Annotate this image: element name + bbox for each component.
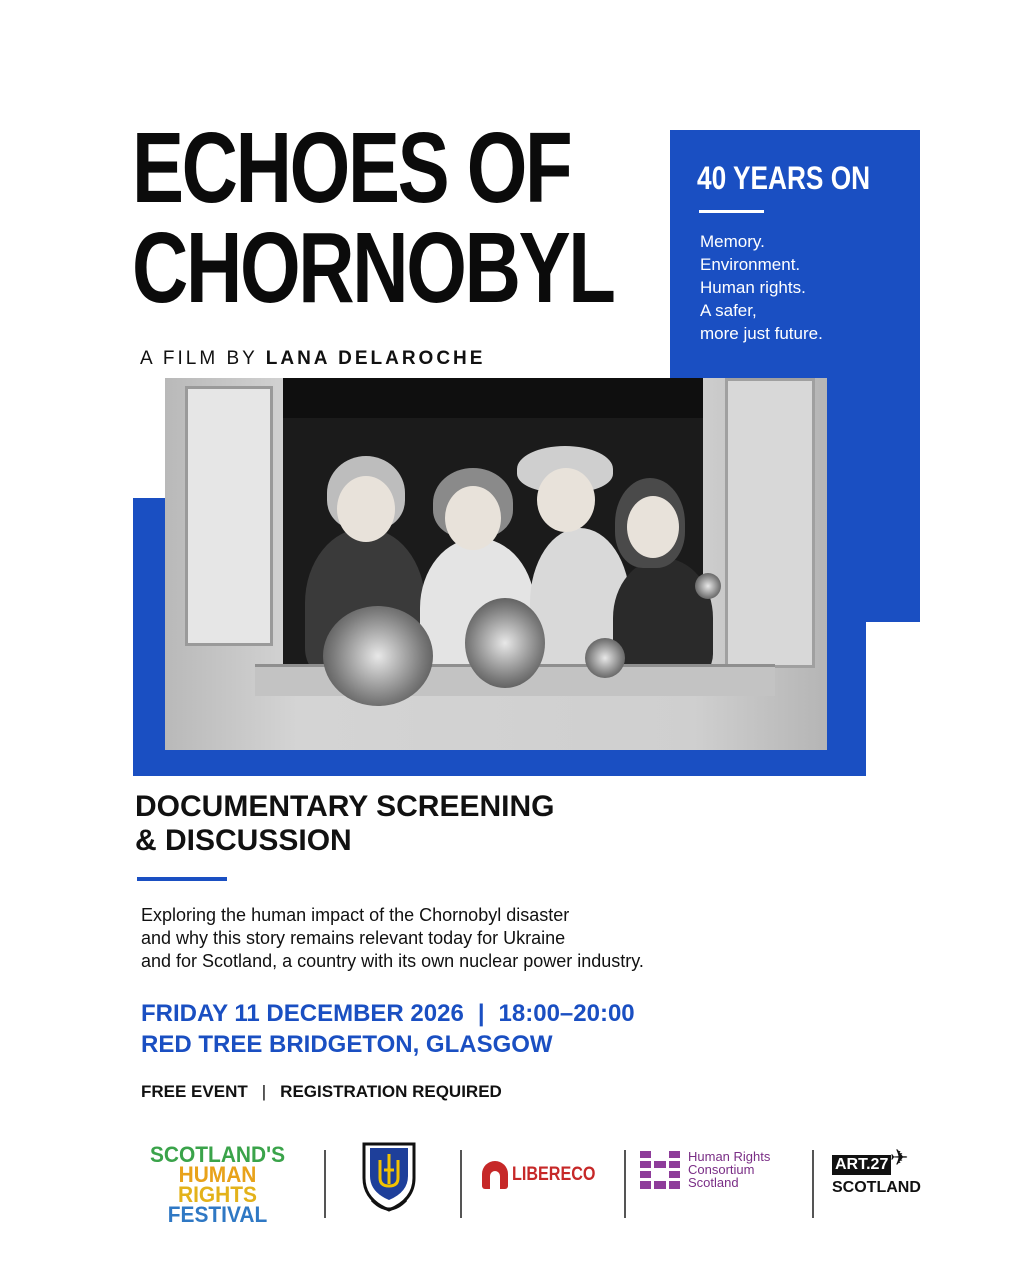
archival-photo <box>165 378 827 750</box>
subtitle-divider <box>137 877 227 881</box>
value-item: Environment. <box>700 255 801 274</box>
hrcs-logo: Human Rights Consortium Scotland <box>640 1150 770 1189</box>
shrf-logo: SCOTLAND'S HUMAN RIGHTS FESTIVAL <box>149 1142 286 1227</box>
description-line: Exploring the human impact of the Chornobyl disaster <box>141 905 570 925</box>
art27-logo: ART.27 SCOTLAND ✈ <box>832 1145 921 1196</box>
event-subtitle <box>135 790 554 858</box>
description-line: and for Scotland, a country with its own nuclear power industry. <box>141 951 644 971</box>
title-line-2: CHORNOBYL <box>132 212 614 324</box>
subtitle-line-2: & DISCUSSION <box>135 824 352 857</box>
event-details <box>141 998 635 1060</box>
bird-icon: ✈ <box>890 1145 909 1170</box>
separator: | <box>261 1082 267 1101</box>
event-time: 18:00–20:00 <box>498 1000 635 1027</box>
value-item: Memory. <box>700 232 765 251</box>
logo-divider <box>324 1150 326 1218</box>
event-venue: RED TREE BRIDGETON, GLASGOW <box>141 1031 553 1058</box>
logo-divider <box>812 1150 814 1218</box>
value-item: Human rights. <box>700 278 806 297</box>
poster-title <box>132 112 614 324</box>
tagline-divider <box>699 210 764 213</box>
logo-divider <box>624 1150 626 1218</box>
byline-prefix: A FILM BY <box>140 348 258 369</box>
event-description <box>141 904 644 973</box>
title-line-1: ECHOES OF <box>132 112 571 224</box>
libereco-logo: LIBERECO <box>482 1160 610 1190</box>
event-date: FRIDAY 11 DECEMBER 2026 <box>141 1000 464 1027</box>
hrcs-mark-icon <box>640 1151 680 1189</box>
description-line: and why this story remains relevant today for Ukraine <box>141 928 566 948</box>
tagline: 40 YEARS ON <box>697 160 871 196</box>
libereco-mark-icon <box>482 1161 508 1189</box>
free-event-label: FREE EVENT <box>141 1082 248 1101</box>
byline <box>140 348 485 370</box>
ukrainian-community-shield-icon <box>358 1140 420 1218</box>
separator: | <box>477 1000 485 1027</box>
logo-divider <box>460 1150 462 1218</box>
value-item: A safer, <box>700 301 757 320</box>
registration-label: REGISTRATION REQUIRED <box>280 1082 502 1101</box>
values-list <box>700 230 823 345</box>
value-item: more just future. <box>700 324 823 343</box>
partner-logos <box>130 1140 940 1230</box>
subtitle-line-1: DOCUMENTARY SCREENING <box>135 790 555 823</box>
director-name: LANA DELAROCHE <box>265 348 486 369</box>
event-admission <box>141 1082 502 1102</box>
